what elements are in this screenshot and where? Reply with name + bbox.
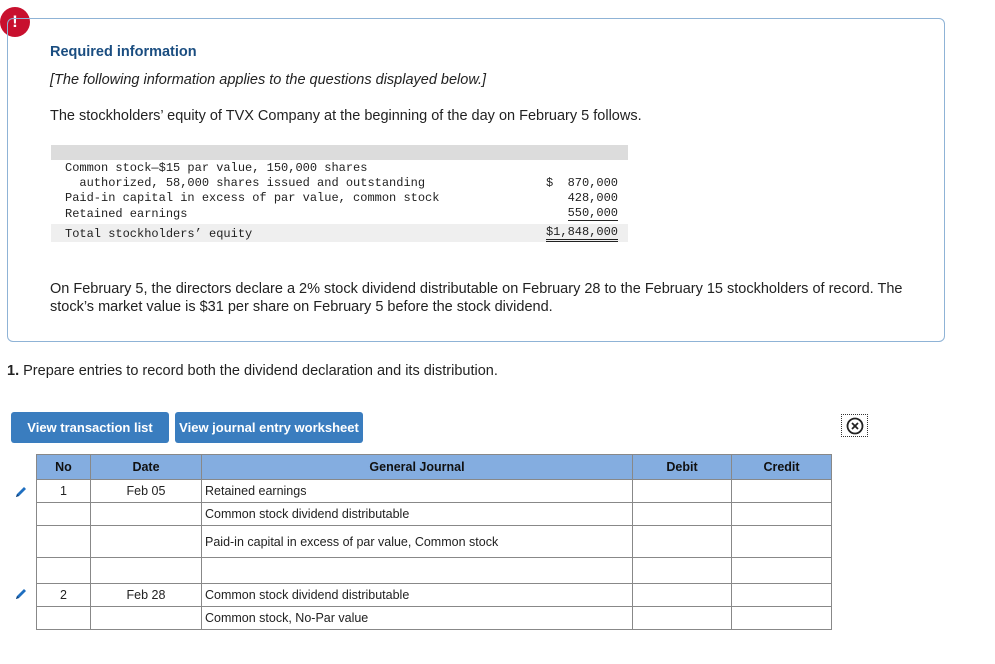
close-circle-icon: [846, 417, 864, 435]
entry-no: [37, 503, 91, 526]
col-header-date: Date: [91, 455, 202, 480]
entry-no: 1: [37, 480, 91, 503]
equity-row-retained-earnings: Retained earnings: [65, 207, 188, 221]
question-number: 1.: [7, 363, 20, 379]
entry-no: [37, 526, 91, 558]
question-prompt: [7, 363, 498, 379]
account-cell: Common stock, No-Par value: [202, 607, 633, 630]
debit-cell: [633, 558, 732, 584]
table-row: [37, 526, 832, 558]
journal-header-row: [37, 455, 832, 480]
account-cell: [202, 558, 633, 584]
info-note: [The following information applies to the questions displayed below.]: [50, 72, 487, 88]
entry-date: [91, 526, 202, 558]
close-button[interactable]: [841, 414, 868, 437]
equity-amount-retained-earnings: 550,000: [567, 206, 618, 220]
debit-cell: [633, 607, 732, 630]
col-header-no: No: [37, 455, 91, 480]
table-row: [37, 607, 832, 630]
question-text: Prepare entries to record both the dividend declaration and its distribution.: [23, 363, 498, 379]
credit-cell: [732, 526, 832, 558]
entry-no: [37, 558, 91, 584]
credit-cell: [732, 584, 832, 607]
credit-cell: [732, 607, 832, 630]
info-title: Required information: [50, 44, 197, 60]
equity-row-common-stock-line1: Common stock—$15 par value, 150,000 shares: [65, 161, 368, 175]
entry-date: [91, 558, 202, 584]
col-header-credit: Credit: [732, 455, 832, 480]
col-header-general-journal: General Journal: [202, 455, 633, 480]
entry-date: Feb 05: [91, 480, 202, 503]
table-row: [37, 558, 832, 584]
debit-cell: [633, 503, 732, 526]
equity-row-total: Total stockholders’ equity: [65, 227, 253, 241]
pencil-icon[interactable]: [13, 484, 29, 500]
equity-amount-total: $1,848,000: [546, 225, 618, 242]
equity-row-paid-in-capital: Paid-in capital in excess of par value, common stock: [65, 191, 440, 205]
account-cell: Common stock dividend distributable: [202, 503, 633, 526]
view-transaction-list-button[interactable]: View transaction list: [11, 412, 169, 443]
table-row: [37, 480, 832, 503]
entry-date: [91, 503, 202, 526]
credit-cell: [732, 480, 832, 503]
credit-cell: [732, 503, 832, 526]
general-journal-table: [36, 454, 832, 630]
debit-cell: [633, 526, 732, 558]
entry-no: [37, 607, 91, 630]
account-cell: Retained earnings: [202, 480, 633, 503]
dividend-description: On February 5, the directors declare a 2% stock dividend distributable on February 28 to the February 15 stockholders of record. The stock’s market value is $31 per share on February 5 before the stock dividend.: [50, 281, 903, 315]
col-header-debit: Debit: [633, 455, 732, 480]
table-row: [37, 584, 832, 607]
info-intro: The stockholders’ equity of TVX Company at the beginning of the day on February 5 follows.: [50, 108, 642, 124]
entry-no: 2: [37, 584, 91, 607]
entry-date: [91, 607, 202, 630]
view-journal-entry-worksheet-button[interactable]: View journal entry worksheet: [175, 412, 363, 443]
credit-cell: [732, 558, 832, 584]
equity-amount-common-stock: $ 870,000: [545, 176, 618, 190]
debit-cell: [633, 584, 732, 607]
entry-date: Feb 28: [91, 584, 202, 607]
account-cell: Common stock dividend distributable: [202, 584, 633, 607]
equity-table-header-bar: [51, 145, 628, 160]
equity-amount-paid-in-capital: 428,000: [567, 191, 618, 205]
debit-cell: [633, 480, 732, 503]
equity-row-common-stock-line2: authorized, 58,000 shares issued and outstanding: [65, 176, 426, 190]
alert-icon: !: [0, 7, 30, 37]
table-row: [37, 503, 832, 526]
pencil-icon[interactable]: [13, 586, 29, 602]
account-cell: Paid-in capital in excess of par value, Common stock: [202, 526, 633, 558]
